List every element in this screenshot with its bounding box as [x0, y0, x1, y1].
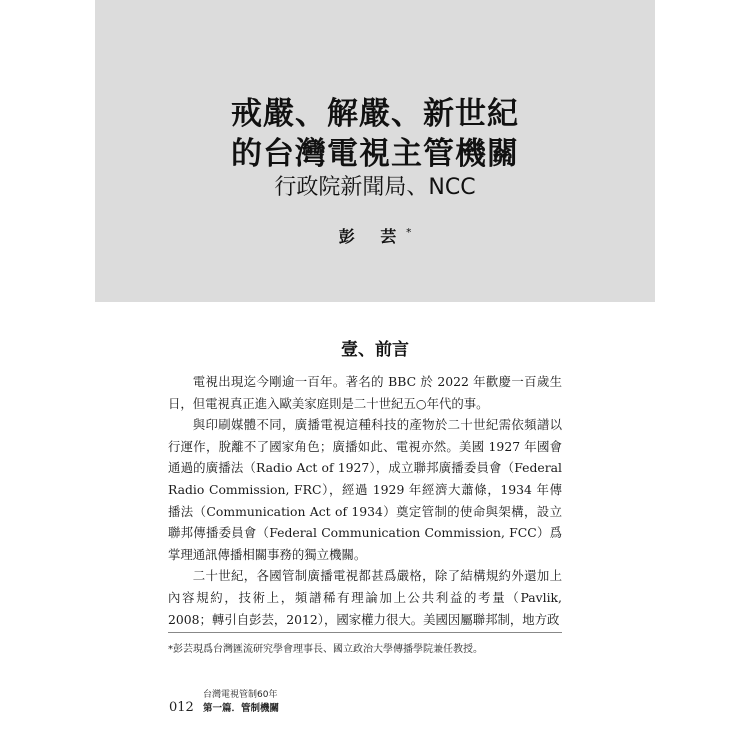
footnote-divider [168, 632, 562, 633]
footnote: *彭芸現爲台灣匯流研究學會理事長、國立政治大學傳播學院兼任教授。 [168, 644, 483, 655]
author [95, 224, 655, 247]
part-title: 第一篇．管制機關 [203, 703, 280, 714]
subtitle: 行政院新聞局、NCC [274, 175, 476, 200]
book-title: 台灣電視管制60年 [203, 690, 278, 700]
running-head [203, 689, 279, 715]
paragraph-3: 二十世紀，各國管制廣播電視都甚爲嚴格，除了結構規約外還加上內容規約，技術上，頻譜稀有理論加上公共利益的考量（Pavlik, 2008；轉引自彭芸，2012），國家權力很大。美國因屬聯邦制，地方政 [168, 568, 562, 627]
body-text [168, 371, 562, 630]
title-line-1: 戒嚴、解嚴、新世紀 [231, 96, 519, 132]
page-number: 012 [169, 700, 194, 715]
author-footnote-mark: * [406, 227, 412, 239]
section-heading: 壹、前言 [341, 340, 409, 360]
title-line-2: 的台灣電視主管機關 [231, 136, 519, 172]
author-name: 彭 芸 [338, 227, 407, 246]
paragraph-2: 與印刷媒體不同，廣播電視這種科技的產物於二十世紀需依頻譜以行運作，脫離不了國家角色；廣播如此、電視亦然。美國 1927 年國會通過的廣播法（Radio Act of 1927），成立聯邦廣播委員會（Federal Radio Commission, FRC），經過 1929 年經濟大蕭條，1934 年傳播法（Communication Act of 1934）奠定管制的使命與架構，設立聯邦傳播委員會（Federal Communication Commission, FCC）爲掌理通訊傳播相關事務的獨立機關。 [168, 417, 562, 562]
title-block [95, 0, 655, 302]
paragraph-1: 電視出現迄今剛逾一百年。著名的 BBC 於 2022 年歡慶一百歲生日，但電視真正進入歐美家庭則是二十世紀五○年代的事。 [168, 374, 562, 411]
